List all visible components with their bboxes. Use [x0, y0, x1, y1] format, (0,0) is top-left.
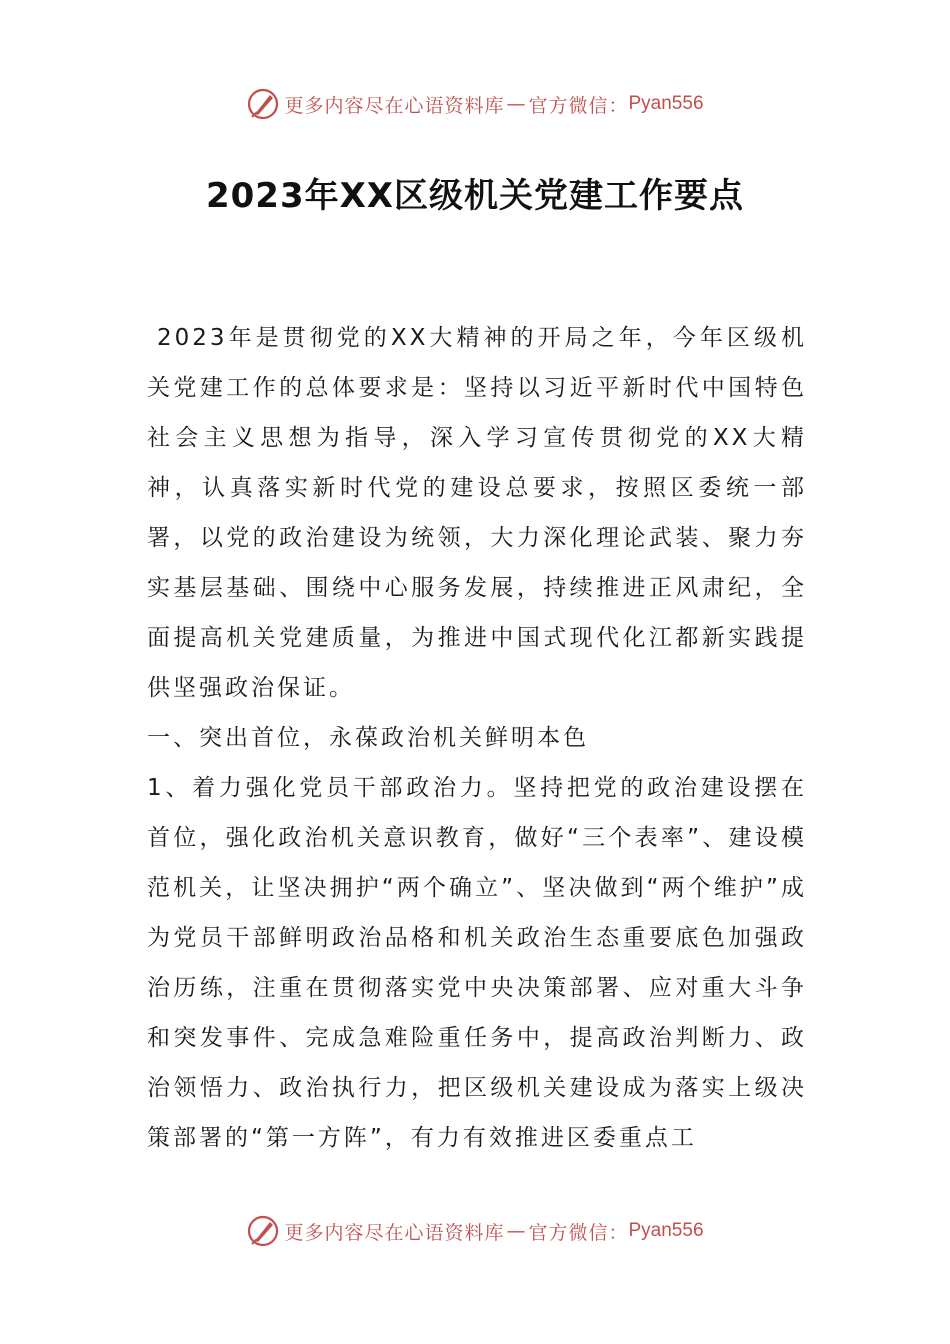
watermark-dash: — [506, 93, 527, 115]
watermark-text: 更多内容尽在心语资料库 [284, 1221, 505, 1244]
intro-paragraph: 2023年是贯彻党的XX大精神的开局之年，今年区级机关党建工作的总体要求是：坚持以习近平新时代中国特色社会主义思想为指导，深入学习宣传贯彻党的XX大精神，认真落实新时代党的建设总要求，按照区委统一部署，以党的政治建设为统领，大力深化理论武装、聚力夯实基层基础、围绕中心服务发展，持续推进正风肃纪，全面提高机关党建质量，为推进中国式现代化江都新实践提供坚强政治保证。 [147, 325, 807, 701]
section-heading-1: 一、突出首位，永葆政治机关鲜明本色 [147, 725, 589, 751]
quill-pen-logo-icon [246, 87, 280, 121]
watermark-header [0, 84, 950, 124]
watermark-label: 官方微信： [528, 94, 629, 117]
document-title: 2023年XX区级机关党建工作要点 [205, 176, 745, 216]
watermark-wechat-id: Pyan556 [628, 93, 704, 114]
watermark-text: 更多内容尽在心语资料库 [284, 94, 505, 117]
watermark-label: 官方微信： [528, 1221, 629, 1244]
watermark-wechat-id: Pyan556 [628, 1220, 704, 1241]
quill-pen-logo-icon [246, 1214, 280, 1248]
item-paragraph-1: 1、着力强化党员干部政治力。坚持把党的政治建设摆在首位，强化政治机关意识教育，做好“三个表率”、建设模范机关，让坚决拥护“两个确立”、坚决做到“两个维护”成为党员干部鲜明政治品格和机关政治生态重要底色加强政治历练，注重在贯彻落实党中央决策部署、应对重大斗争和突发事件、完成急难险重任务中，提高政治判断力、政治领悟力、政治执行力，把区级机关建设成为落实上级决策部署的“第一方阵”，有力有效推进区委重点工 [147, 775, 807, 1151]
watermark-dash: — [506, 1220, 527, 1242]
document-body [147, 313, 807, 1163]
watermark-footer [0, 1211, 950, 1251]
